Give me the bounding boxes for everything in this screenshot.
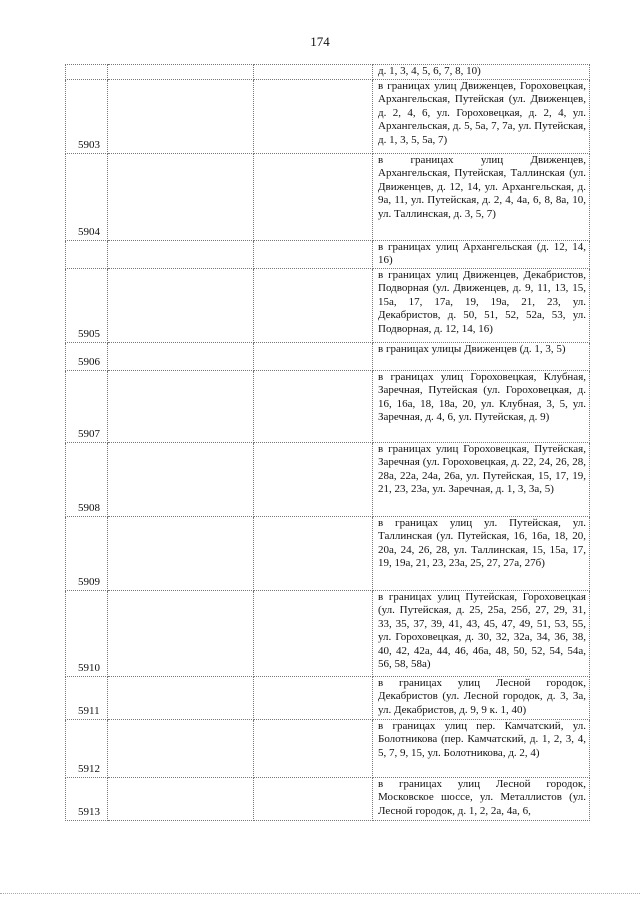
page-number: 174 bbox=[310, 34, 330, 49]
table-row bbox=[66, 517, 590, 591]
table-row bbox=[66, 80, 590, 154]
row-description: в границах улиц Путейская, Гороховецкая (ул. Путейская, д. 25, 25а, 25б, 27, 29, 31, 33, 35, 37, 39, 41, 43, 45, 47, 49, 51, 53, 55, ул. Гороховецкая, д. 30, 32, 32а, 34, 36, 38, 40, 42, 42а, 44, 46, 46а, 48, 50, 52, 54, 54а, 56, 58, 58а) bbox=[373, 591, 590, 677]
row-number: 5903 bbox=[66, 80, 108, 154]
row-description: в границах улиц Лесной городок, Декабристов (ул. Лесной городок, д. 3, 3а, ул. Декабристов, д. 9, 9 к. 1, 40) bbox=[373, 677, 590, 720]
row-description: в границах улиц ул. Путейская, ул. Таллинская (ул. Путейская, 16, 16а, 18, 20, 20а, 24, 26, 28, ул. Таллинская, 15, 15а, 17, 19, 19а, 21, 23, 23а, 25, 27, 27а, 27б) bbox=[373, 517, 590, 591]
precinct-table bbox=[65, 64, 590, 821]
table-row bbox=[66, 371, 590, 443]
row-number: 5911 bbox=[66, 677, 108, 720]
page-bottom-rule bbox=[0, 893, 640, 894]
table-row bbox=[66, 720, 590, 778]
table-row bbox=[66, 65, 590, 80]
row-description: в границах улиц пер. Камчатский, ул. Болотникова (пер. Камчатский, д. 1, 2, 3, 4, 5, 7, 9, 15, ул. Болотникова, д. 2, 4) bbox=[373, 720, 590, 778]
row-description: в границах улиц Движенцев, Гороховецкая, Архангельская, Путейская (ул. Движенцев, д. 2, 4, 6, ул. Гороховецкая, д. 2, 4, ул. Архангельская, д. 5, 5а, 7, 7а, ул. Путейская, д. 1, 3, 5, 5а, 7) bbox=[373, 80, 590, 154]
row-number: 5912 bbox=[66, 720, 108, 778]
row-number: 5907 bbox=[66, 371, 108, 443]
row-number: 5908 bbox=[66, 443, 108, 517]
row-number: 5904 bbox=[66, 154, 108, 241]
row-description: в границах улиц Движенцев, Декабристов, Подворная (ул. Движенцев, д. 9, 11, 13, 15, 15а, 17, 17а, 19, 19а, 21, 23, ул. Декабристов, д. 50, 51, 52, 52а, 53, ул. Подворная, д. 12, 14, 16) bbox=[373, 269, 590, 343]
table-row bbox=[66, 241, 590, 269]
row-description: в границах улиц Движенцев, Архангельская, Путейская, Таллинская (ул. Движенцев, д. 12, 14, ул. Архангельская, д. 9а, 11, ул. Путейская, д. 2, 4, 4а, 6, 8, 8а, 10, ул. Таллинская, д. 3, 5, 7) bbox=[373, 154, 590, 241]
row-number: 5906 bbox=[66, 343, 108, 371]
row-number: 5905 bbox=[66, 269, 108, 343]
table-row bbox=[66, 154, 590, 241]
row-description: в границах улиц Гороховецкая, Клубная, Заречная, Путейская (ул. Гороховецкая, д. 16, 16а, 18, 18а, 20, ул. Клубная, 3, 5, ул. Заречная, д. 4, 6, ул. Путейская, д. 9) bbox=[373, 371, 590, 443]
row-number: 5910 bbox=[66, 591, 108, 677]
row-number bbox=[66, 65, 108, 80]
row-description: д. 1, 3, 4, 5, 6, 7, 8, 10) bbox=[373, 65, 590, 80]
table-row bbox=[66, 269, 590, 343]
row-description: в границах улицы Движенцев (д. 1, 3, 5) bbox=[373, 343, 590, 371]
row-number bbox=[66, 241, 108, 269]
table-row bbox=[66, 778, 590, 821]
table-row bbox=[66, 591, 590, 677]
row-description: в границах улиц Лесной городок, Московское шоссе, ул. Металлистов (ул. Лесной городок, д. 1, 2, 2а, 4а, 6, bbox=[373, 778, 590, 821]
row-description: в границах улиц Гороховецкая, Путейская, Заречная (ул. Гороховецкая, д. 22, 24, 26, 28, 28а, 22а, 24а, 26а, ул. Путейская, 15, 17, 19, 21, 23, 23а, ул. Заречная, д. 1, 3, 3а, 5) bbox=[373, 443, 590, 517]
row-number: 5909 bbox=[66, 517, 108, 591]
table-row bbox=[66, 443, 590, 517]
row-number: 5913 bbox=[66, 778, 108, 821]
table-row bbox=[66, 677, 590, 720]
table-row bbox=[66, 343, 590, 371]
row-description: в границах улиц Архангельская (д. 12, 14, 16) bbox=[373, 241, 590, 269]
